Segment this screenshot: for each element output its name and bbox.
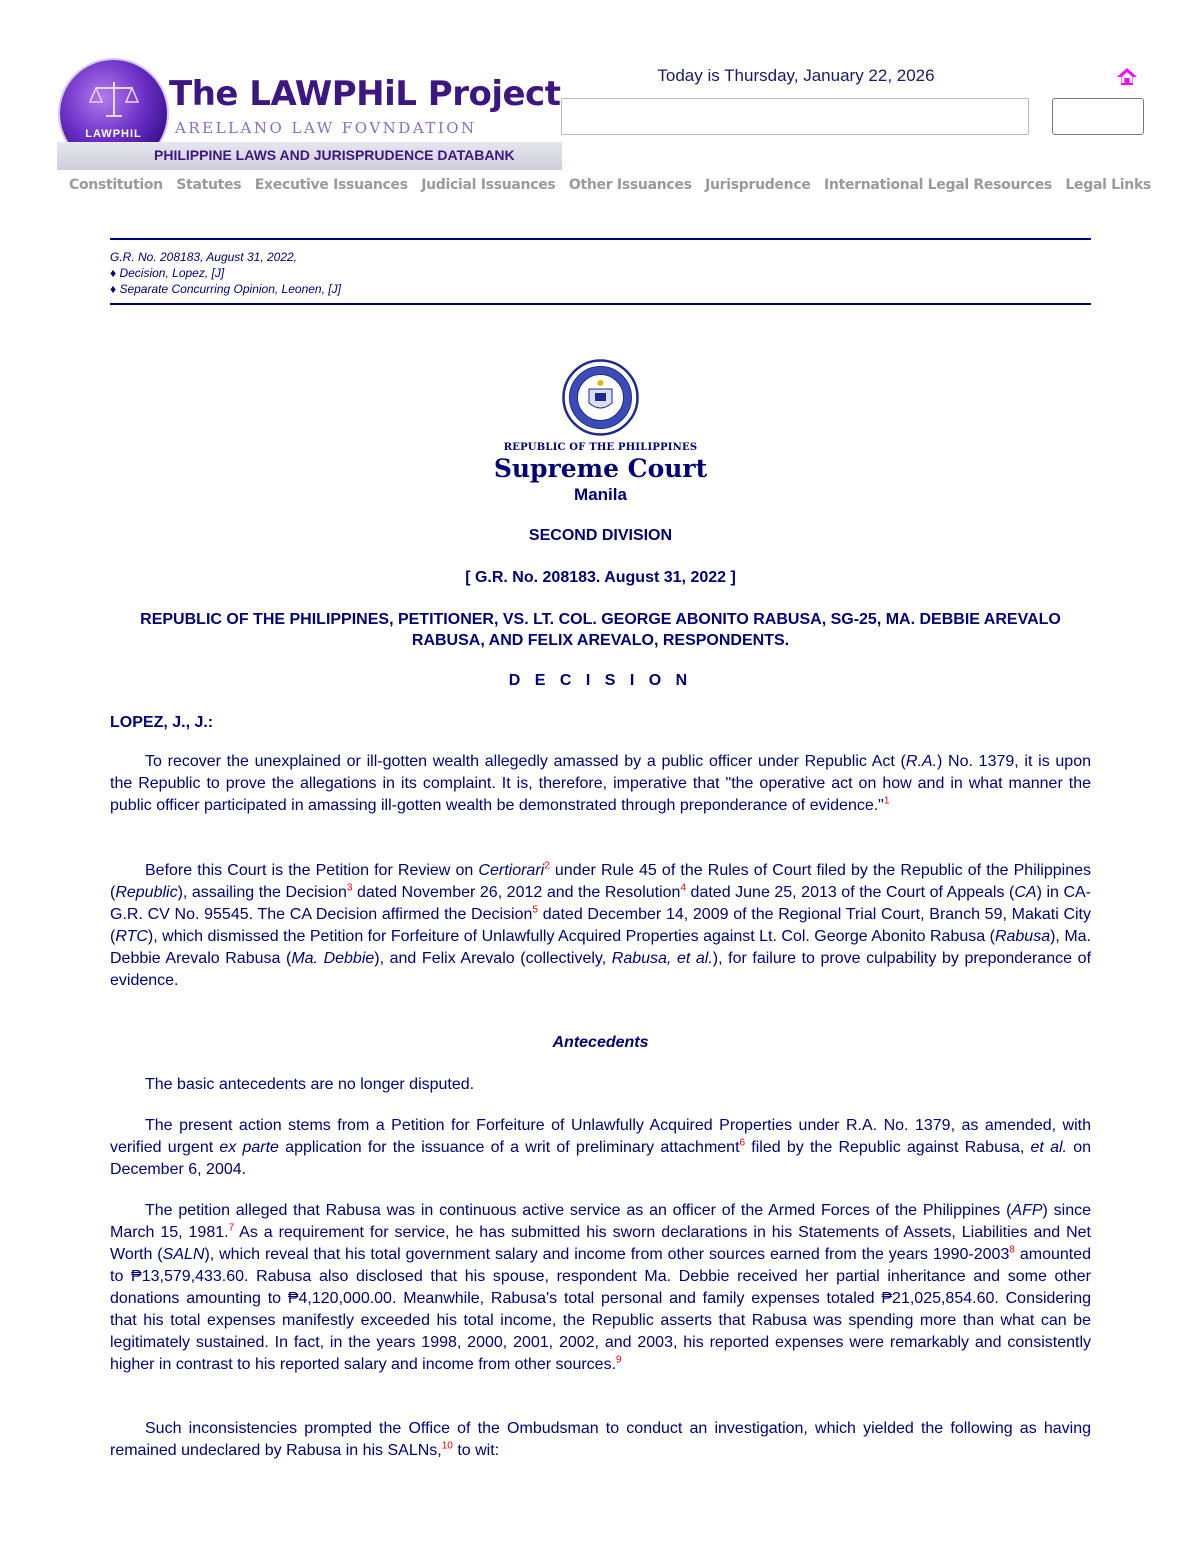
- nav-constitution[interactable]: Constitution: [69, 177, 163, 193]
- footnote-4-link[interactable]: 4: [680, 882, 687, 894]
- paragraph-1: [110, 751, 1091, 817]
- p1-italic-ra: R.A.: [905, 753, 938, 770]
- paragraph-4: [110, 1115, 1091, 1181]
- p4-italic-et-al: et al.: [1030, 1139, 1067, 1156]
- p6-text-b: to wit:: [452, 1442, 500, 1459]
- p4-text-d: filed by the Republic against Rabusa,: [745, 1139, 1031, 1156]
- p2-text-j: dated December 14, 2009 of the Regional Trial Court, Branch 59, Makati City (: [110, 906, 1092, 945]
- search-input[interactable]: [561, 98, 1029, 135]
- p1-text-c: ) No. 1379, it is upon the Republic to prove the allegations in its complaint. It is, therefore, imperative that "the operative act on how and in what manner the public officer participated in amassing ill-gotten wealth be demonstrated through preponderance of evidence.": [110, 753, 1092, 814]
- supreme-court-seal-icon: [562, 359, 639, 436]
- p2-text-g: dated June 25, 2013 of the Court of Appeals (: [686, 884, 1015, 901]
- today-date: Today is Thursday, January 22, 2026: [657, 66, 935, 85]
- footnote-7-link[interactable]: 7: [228, 1222, 235, 1234]
- p2-italic-rtc: RTC: [115, 928, 148, 945]
- home-icon[interactable]: [1116, 66, 1138, 88]
- footnote-1-link[interactable]: 1: [883, 795, 890, 807]
- case-nav-title-link[interactable]: G.R. No. 208183, August 31, 2022,: [110, 250, 298, 264]
- p2-text-i: ) in CA-G.R. CV No. 95545. The CA Decision affirmed the Decision: [110, 884, 1092, 923]
- divider-top: [110, 238, 1091, 240]
- nav-other-issuances[interactable]: Other Issuances: [568, 177, 692, 193]
- case-parties: REPUBLIC OF THE PHILIPPINES, PETITIONER, VS. LT. COL. GEORGE ABONITO RABUSA, SG-25, MA. DEBBIE AREVALO RABUSA, AND FELIX AREVALO, RESPONDENTS.: [140, 611, 1061, 649]
- republic-line: REPUBLIC OF THE PHILIPPINES: [503, 442, 698, 453]
- p2-italic-rabusa-et-al: Rabusa, et al.: [611, 950, 713, 967]
- p4-text-c: application for the issuance of a writ of preliminary attachment: [278, 1139, 740, 1156]
- footnote-2-link[interactable]: 2: [544, 860, 550, 872]
- p6-text-a: Such inconsistencies prompted the Office of the Ombudsman to conduct an investigation, which yielded the following as having remained undeclared by Rabusa in his SALNs,: [110, 1420, 1091, 1459]
- p2-italic-rabusa: Rabusa: [994, 928, 1051, 945]
- ponente: LOPEZ, J., J.:: [110, 714, 214, 731]
- nav-jurisprudence[interactable]: Jurisprudence: [705, 177, 811, 193]
- p2-text-p: ), and Felix Arevalo (collectively,: [374, 950, 612, 967]
- court-city: Manila: [574, 485, 627, 504]
- logo-band-text: PHILIPPINE LAWS AND JURISPRUDENCE DATABANK: [154, 147, 515, 163]
- decision-title: D E C I S I O N: [508, 672, 693, 689]
- p2-italic-republic: Republic: [115, 884, 178, 901]
- p2-text-e: ), assailing the Decision: [177, 884, 347, 901]
- paragraph-2: [110, 860, 1091, 992]
- p5-text-g: amounted to ₱13,579,433.60. Rabusa also disclosed that his spouse, respondent Ma. Debbie received her partial inheritance and some other donations amounting to ₱4,120,000.00. Meanwhile, Rabusa's total personal and family expenses totaled ₱21,025,854.60. Considering that his total expenses manifestly exceeded his total income, the Republic asserts that Rabusa was spending more than what can be legitimately sustained. In fact, in the years 1998, 2000, 2001, 2002, and 2003, his reported expenses were remarkably and consistently higher in contrast to his reported salary and income from other sources.: [110, 1246, 1092, 1373]
- footnote-5-link[interactable]: 5: [532, 904, 538, 916]
- p5-italic-saln: SALN: [162, 1246, 205, 1263]
- p2-text-f: dated November 26, 2012 and the Resolution: [352, 884, 681, 901]
- p5-text-c: ) since March 15, 1981.: [110, 1202, 1092, 1241]
- logo-subtitle: ARELLANO LAW FOVNDATION: [175, 119, 477, 137]
- footnote-10-link[interactable]: 10: [441, 1440, 453, 1452]
- footnote-8-link[interactable]: 8: [1009, 1244, 1015, 1256]
- search-button[interactable]: [1052, 98, 1144, 135]
- case-navigation: [110, 249, 341, 297]
- top-navigation: [69, 176, 1160, 194]
- p2-text-a: Before this Court is the Petition for Review on: [145, 862, 479, 879]
- case-nav-decision-link[interactable]: ♦ Decision, Lopez, [J]: [110, 266, 225, 280]
- p2-italic-ca: CA: [1014, 884, 1037, 901]
- p2-text-c: under Rule 45 of the Rules of Court filed by the Republic of the Philippines (: [110, 862, 1092, 901]
- court-name: Supreme Court: [493, 454, 708, 483]
- nav-international-legal-resources[interactable]: International Legal Resources: [824, 177, 1052, 193]
- nav-legal-links[interactable]: Legal Links: [1065, 177, 1152, 193]
- p2-italic-certiorari: Certiorari: [478, 862, 545, 879]
- footnote-9-link[interactable]: 9: [616, 1354, 622, 1366]
- p5-text-d: As a requirement for service, he has submitted his sworn declarations in his Statements of Assets, Liabilities and Net Worth (: [110, 1224, 1091, 1263]
- case-number: [ G.R. No. 208183. August 31, 2022 ]: [465, 569, 736, 586]
- p2-text-n: ), Ma. Debbie Arevalo Rabusa (: [110, 928, 1092, 967]
- case-nav-concurring-opinion-link[interactable]: ♦ Separate Concurring Opinion, Leonen, [J]: [110, 282, 341, 296]
- division-heading: SECOND DIVISION: [528, 527, 673, 544]
- antecedents-heading: Antecedents: [552, 1034, 649, 1051]
- p5-text-a: The petition alleged that Rabusa was in continuous active service as an officer of the Armed Forces of the Philippines (: [145, 1202, 1012, 1219]
- paragraph-5: [110, 1200, 1091, 1376]
- footnote-6-link[interactable]: 6: [739, 1137, 746, 1149]
- p2-italic-ma-debbie: Ma. Debbie: [291, 950, 375, 967]
- nav-statutes[interactable]: Statutes: [176, 177, 242, 193]
- logo-title: The LAWPHiL Project: [169, 74, 561, 114]
- footnote-3-link[interactable]: 3: [346, 882, 353, 894]
- p5-italic-afp: AFP: [1011, 1202, 1043, 1219]
- p2-text-l: ), which dismissed the Petition for Forfeiture of Unlawfully Acquired Properties against Lt. Col. George Abonito Rabusa (: [147, 928, 995, 945]
- p4-text-f: on December 6, 2004.: [110, 1139, 1092, 1178]
- logo-band: [57, 142, 562, 170]
- nav-judicial-issuances[interactable]: Judicial Issuances: [421, 177, 556, 193]
- p4-italic-ex-parte: ex parte: [219, 1139, 279, 1156]
- nav-executive-issuances[interactable]: Executive Issuances: [254, 177, 408, 193]
- paragraph-6: [110, 1418, 1091, 1462]
- p1-text-a: To recover the unexplained or ill-gotten wealth allegedly amassed by a public officer under Republic Act (: [145, 753, 906, 770]
- divider-bottom: [110, 303, 1091, 305]
- lawphil-logo[interactable]: [57, 58, 562, 170]
- p5-text-f: ), which reveal that his total government salary and income from other sources earned from the years 1990-2003: [204, 1246, 1010, 1263]
- court-header: [110, 442, 1091, 505]
- scales-of-justice-icon: [88, 78, 140, 122]
- seal-label: LAWPHIL: [85, 128, 142, 140]
- p4-text-a: The present action stems from a Petition for Forfeiture of Unlawfully Acquired Properties under R.A. No. 1379, as amended, with verified urgent: [110, 1117, 1091, 1156]
- p2-text-r: ), for failure to prove culpability by preponderance of evidence.: [110, 950, 1092, 989]
- paragraph-3: The basic antecedents are no longer disputed.: [145, 1076, 475, 1093]
